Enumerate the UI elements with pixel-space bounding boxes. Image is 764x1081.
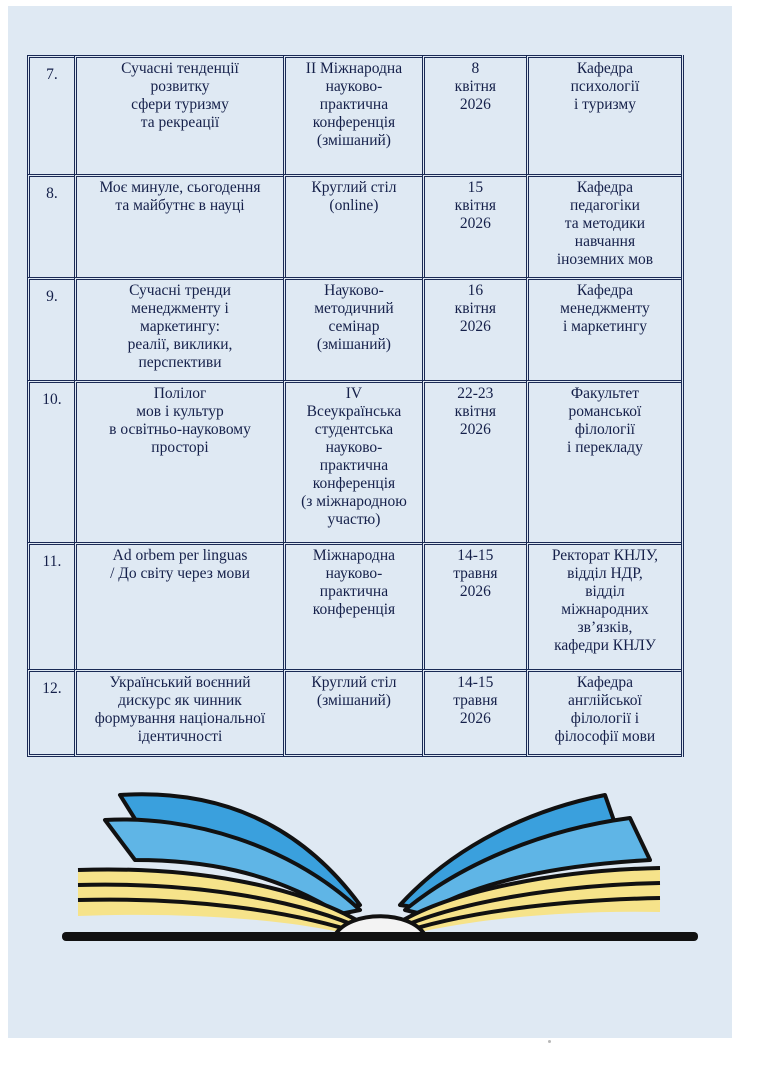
- event-format-line: (змішаний): [316, 132, 391, 149]
- event-format-line: IV: [345, 385, 363, 402]
- event-organizer-cell: [526, 542, 681, 669]
- event-title-line: ідентичності: [137, 728, 223, 745]
- event-organizer-line: іноземних мов: [556, 251, 654, 268]
- event-title-line: та рекреації: [140, 114, 220, 131]
- event-number-cell: 11.: [27, 542, 74, 669]
- event-format-line: Круглий стіл: [311, 674, 397, 691]
- event-date-line: 8: [471, 60, 480, 77]
- event-organizer-line: філософії мови: [554, 728, 656, 745]
- event-format-line: (змішаний): [316, 336, 391, 353]
- table-row: [27, 669, 681, 757]
- event-date-line: 14-15: [457, 674, 494, 691]
- event-title-line: Сучасні тенденції: [121, 60, 239, 77]
- event-title-cell: [74, 380, 283, 542]
- event-date-line: 14-15: [457, 547, 494, 564]
- event-title-line: Полілог: [153, 385, 207, 402]
- event-number-cell: 10.: [27, 380, 74, 542]
- table-row: [27, 174, 681, 277]
- event-format-line: Круглий стіл: [311, 179, 397, 196]
- event-title-line: та майбутнє в науці: [115, 197, 245, 214]
- open-book-icon: [60, 790, 700, 955]
- event-format-line: науково-: [325, 78, 383, 95]
- event-date-line: квітня: [454, 403, 497, 420]
- event-title-cell: [74, 669, 283, 757]
- event-date-cell: [422, 174, 526, 277]
- event-format-line: науково-: [325, 565, 383, 582]
- table-row: [27, 380, 681, 542]
- event-date-cell: [422, 277, 526, 380]
- event-title-line: сфери туризму: [131, 96, 229, 113]
- event-date-cell: [422, 380, 526, 542]
- event-title-line: формування національної: [94, 710, 266, 727]
- event-organizer-line: менеджменту: [560, 300, 650, 317]
- event-date-line: квітня: [454, 300, 497, 317]
- event-number-cell: 12.: [27, 669, 74, 757]
- event-organizer-line: романської: [568, 403, 642, 420]
- events-table-body: [27, 55, 681, 757]
- event-organizer-line: англійської: [568, 692, 642, 709]
- event-organizer-line: Кафедра: [576, 179, 634, 196]
- event-organizer-line: Факультет: [570, 385, 640, 402]
- event-format-cell: [283, 55, 422, 174]
- event-format-line: конференція: [312, 601, 396, 618]
- event-number-cell: 9.: [27, 277, 74, 380]
- event-format-line: Всеукраїнська: [306, 403, 402, 420]
- event-format-line: науково-: [325, 439, 383, 456]
- event-organizer-line: навчання: [574, 233, 636, 250]
- event-organizer-line: та методики: [564, 215, 646, 232]
- event-title-line: Сучасні тренди: [129, 282, 231, 299]
- event-format-line: ІІ Міжнародна: [305, 60, 403, 77]
- event-format-line: Міжнародна: [312, 547, 395, 564]
- event-organizer-line: зв’язків,: [577, 619, 633, 636]
- event-format-line: (online): [329, 197, 379, 214]
- events-table: [27, 55, 684, 757]
- event-title-line: маркетингу:: [140, 318, 220, 335]
- event-format-line: практична: [319, 96, 389, 113]
- event-title-line: менеджменту і: [131, 300, 229, 317]
- event-organizer-line: міжнародних: [561, 601, 649, 618]
- event-format-cell: [283, 669, 422, 757]
- event-organizer-line: і маркетингу: [562, 318, 647, 335]
- event-date-line: квітня: [454, 197, 497, 214]
- event-title-line: реалії, виклики,: [127, 336, 233, 353]
- event-organizer-line: Кафедра: [576, 60, 634, 77]
- event-organizer-cell: [526, 669, 681, 757]
- event-date-line: 2026: [459, 215, 491, 232]
- event-date-line: 2026: [459, 421, 491, 438]
- event-date-line: 2026: [459, 96, 491, 113]
- table-row: [27, 277, 681, 380]
- event-organizer-line: філології: [574, 421, 635, 438]
- event-organizer-line: і туризму: [573, 96, 636, 113]
- event-organizer-cell: [526, 380, 681, 542]
- event-format-line: (з міжнародною: [301, 493, 407, 510]
- event-date-line: травня: [453, 565, 498, 582]
- event-date-cell: [422, 669, 526, 757]
- event-date-line: 2026: [459, 583, 491, 600]
- event-title-cell: [74, 542, 283, 669]
- event-date-line: 22-23: [457, 385, 494, 402]
- event-title-cell: [74, 174, 283, 277]
- event-title-cell: [74, 277, 283, 380]
- event-format-line: практична: [319, 583, 389, 600]
- event-date-cell: [422, 542, 526, 669]
- event-organizer-cell: [526, 55, 681, 174]
- event-organizer-line: педагогіки: [569, 197, 640, 214]
- event-format-cell: [283, 174, 422, 277]
- event-title-line: Український воєнний: [109, 674, 251, 691]
- event-title-cell: [74, 55, 283, 174]
- event-date-line: травня: [453, 692, 498, 709]
- event-date-line: квітня: [454, 78, 497, 95]
- event-format-line: студентська: [314, 421, 394, 438]
- event-organizer-line: відділ: [585, 583, 625, 600]
- event-format-line: Науково-: [324, 282, 384, 299]
- event-organizer-line: кафедри КНЛУ: [554, 637, 656, 654]
- table-row: [27, 542, 681, 669]
- event-title-line: в освітньо-науковому: [109, 421, 251, 438]
- event-title-line: розвитку: [150, 78, 210, 95]
- event-organizer-line: Кафедра: [576, 282, 634, 299]
- event-title-line: Моє минуле, сьогодення: [99, 179, 261, 196]
- event-organizer-line: психології: [570, 78, 640, 95]
- event-organizer-line: Кафедра: [576, 674, 634, 691]
- event-organizer-cell: [526, 174, 681, 277]
- event-format-line: методичний: [314, 300, 394, 317]
- table-row: [27, 55, 681, 174]
- event-format-line: семінар: [328, 318, 380, 335]
- event-date-cell: [422, 55, 526, 174]
- scan-speck: [548, 1040, 551, 1043]
- event-organizer-line: філології і: [570, 710, 640, 727]
- event-format-cell: [283, 277, 422, 380]
- event-title-line: дискурс як чинник: [118, 692, 242, 709]
- event-title-line: Ad orbem per linguas: [112, 547, 248, 564]
- event-format-line: конференція: [312, 475, 396, 492]
- event-date-line: 16: [467, 282, 484, 299]
- event-date-line: 15: [467, 179, 484, 196]
- event-organizer-cell: [526, 277, 681, 380]
- event-title-line: просторі: [151, 439, 209, 456]
- event-date-line: 2026: [459, 710, 491, 727]
- event-number-cell: 8.: [27, 174, 74, 277]
- event-title-line: мов і культур: [136, 403, 224, 420]
- event-format-line: конференція: [312, 114, 396, 131]
- event-date-line: 2026: [459, 318, 491, 335]
- event-format-cell: [283, 380, 422, 542]
- event-number-cell: 7.: [27, 55, 74, 174]
- event-organizer-line: Ректорат КНЛУ,: [551, 547, 659, 564]
- event-title-line: / До світу через мови: [110, 565, 250, 582]
- event-organizer-line: і перекладу: [567, 439, 643, 456]
- event-format-line: участю): [327, 511, 381, 528]
- event-format-cell: [283, 542, 422, 669]
- event-organizer-line: відділ НДР,: [567, 565, 643, 582]
- event-title-line: перспективи: [138, 354, 222, 371]
- event-format-line: (змішаний): [316, 692, 391, 709]
- event-format-line: практична: [319, 457, 389, 474]
